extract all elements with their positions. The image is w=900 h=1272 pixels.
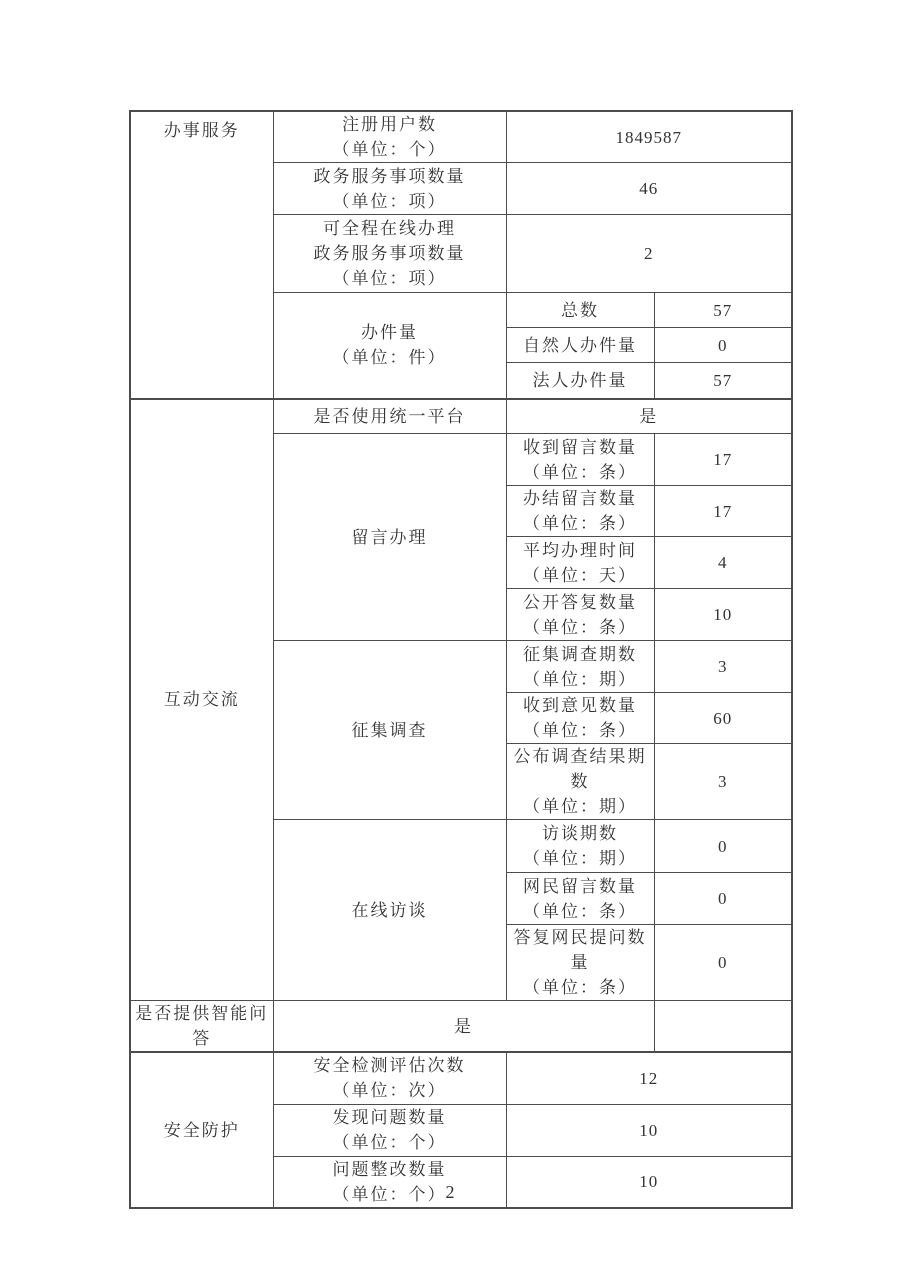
metric-label: 问题整改数量: [332, 1159, 447, 1179]
metric-unit: （单位：条）: [523, 721, 637, 740]
metric-label: 办件量: [361, 323, 418, 343]
sub-label-cell-messages-resolved: [506, 486, 654, 537]
metric-unit: （单位：期）: [523, 669, 637, 689]
metric-label: 办结留言数量: [523, 489, 637, 508]
metric-unit: （单位：期）: [523, 849, 637, 868]
metric-cell-smart-qa: 是否提供智能问答: [130, 1001, 273, 1053]
metric-label: 收到意见数量: [523, 696, 637, 715]
value-cell-service-items: 46: [506, 163, 792, 215]
sub-label-cell-natural-person: 自然人办件量: [506, 328, 654, 363]
metric-unit: （单位：条）: [523, 617, 637, 637]
annual-report-table: [129, 110, 793, 1209]
sub-value-cell-messages-resolved: 17: [654, 486, 792, 537]
metric-unit: （单位：天）: [523, 565, 637, 585]
metric-unit: （单位：项）: [332, 191, 447, 211]
metric-unit: （单位：次）: [332, 1081, 447, 1101]
metric-cell-registered-users: [273, 111, 506, 163]
value-cell-smart-qa: 是: [273, 1001, 654, 1053]
sub-value-cell-survey-issues: 3: [654, 641, 792, 693]
sub-value-cell-total: 57: [654, 293, 792, 328]
category-cell-interaction: 互动交流: [130, 399, 273, 1001]
metric-unit: （单位：项）: [332, 269, 447, 288]
sub-value-cell-questions-answered: 0: [654, 925, 792, 1001]
sub-value-cell-legal-person: 57: [654, 363, 792, 399]
sub-label-cell-public-replies: [506, 589, 654, 641]
sub-label-cell-legal-person: 法人办件量: [506, 363, 654, 399]
metric-cell-online-items: [273, 215, 506, 293]
sub-value-cell-messages-received: 17: [654, 434, 792, 486]
value-cell-problems-fixed: 10: [506, 1156, 792, 1208]
sub-value-cell-public-replies: 10: [654, 589, 792, 641]
metric-label: 平均办理时间: [523, 540, 637, 560]
metric-label-2: 政务服务事项数量: [313, 244, 466, 263]
metric-cell-service-items: [273, 163, 506, 215]
sub-label-cell-opinions-received: [506, 693, 654, 744]
sub-value-cell-results-published: 3: [654, 744, 792, 820]
value-cell-registered-users: 1849587: [506, 111, 792, 163]
sub-label-cell-survey-issues: [506, 641, 654, 693]
metric-label: 注册用户数: [342, 115, 437, 134]
value-cell-problems-found: 10: [506, 1104, 792, 1156]
metric-unit: （单位：条）: [523, 514, 637, 533]
sub-label-cell-questions-answered: [506, 925, 654, 1001]
metric-unit: （单位：条）: [523, 978, 637, 997]
metric-cell-case-volume: [273, 293, 506, 399]
sub-label-cell-messages-received: [506, 434, 654, 486]
sub-label-cell-results-published: [506, 744, 654, 820]
metric-unit: （单位：件）: [332, 348, 447, 368]
sub-value-cell-interview-issues: 0: [654, 820, 792, 873]
metric-cell-security-checks: [273, 1052, 506, 1104]
sub-value-cell-natural-person: 0: [654, 328, 792, 363]
sub-value-cell-opinions-received: 60: [654, 693, 792, 744]
metric-unit: （单位：条）: [523, 901, 637, 921]
sub-label-cell-interview-issues: [506, 820, 654, 873]
value-cell-security-checks: 12: [506, 1052, 792, 1104]
sub-label-cell-netizen-messages: [506, 873, 654, 925]
metric-label: 收到留言数量: [523, 437, 637, 457]
metric-label: 答复网民提问数量: [513, 928, 647, 972]
metric-unit: （单位：期）: [523, 797, 637, 816]
sub-label-cell-avg-handling-time: [506, 537, 654, 589]
page-number: 2: [445, 1182, 455, 1202]
metric-cell-problems-found: [273, 1104, 506, 1156]
category-cell-service: 办事服务: [130, 111, 273, 399]
group-cell-message-handling: 留言办理: [273, 434, 506, 641]
metric-label: 安全检测评估次数: [313, 1056, 466, 1076]
metric-cell-unified-platform: 是否使用统一平台: [273, 399, 506, 434]
metric-unit: （单位：个）: [332, 1133, 447, 1152]
metric-label: 访谈期数: [542, 824, 618, 843]
category-cell-security: 安全防护: [130, 1052, 273, 1208]
sub-label-cell-total: 总数: [506, 293, 654, 328]
metric-label: 公布调查结果期数: [513, 747, 647, 791]
sub-value-cell-avg-handling-time: 4: [654, 537, 792, 589]
metric-label: 发现问题数量: [332, 1108, 447, 1127]
value-cell-unified-platform: 是: [506, 399, 792, 434]
metric-unit: （单位：个）: [332, 1184, 447, 1204]
metric-label: 征集调查期数: [523, 644, 637, 664]
metric-label: 政务服务事项数量: [313, 166, 466, 186]
metric-label: 可全程在线办理: [323, 219, 456, 238]
metric-label: 网民留言数量: [523, 876, 637, 896]
group-cell-online-interview: 在线访谈: [273, 820, 506, 1001]
sub-value-cell-netizen-messages: 0: [654, 873, 792, 925]
value-cell-online-items: 2: [506, 215, 792, 293]
metric-unit: （单位：个）: [332, 140, 447, 159]
metric-label: 公开答复数量: [523, 592, 637, 612]
metric-unit: （单位：条）: [523, 462, 637, 482]
group-cell-survey: 征集调查: [273, 641, 506, 820]
